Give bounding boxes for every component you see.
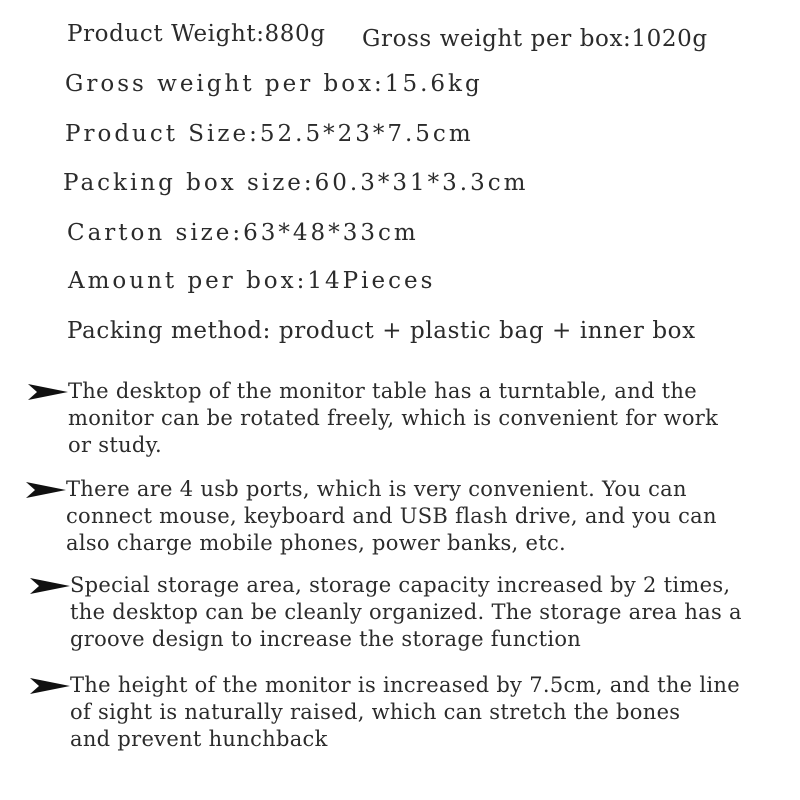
feature-storage-area: [30, 572, 800, 653]
feature-monitor-height: [30, 672, 800, 753]
arrow-bullet-icon: [28, 378, 68, 405]
carton-size: Carton size:63*48*33cm: [67, 220, 419, 246]
feature-text: Special storage area, storage capacity increased by 2 times, the desktop can be cleanly organized. The storage area has a groove design to increase the storage function: [70, 573, 742, 651]
product-weight: Product Weight:880g: [67, 21, 326, 47]
feature-turntable: [28, 378, 798, 459]
arrow-bullet-icon: [26, 476, 66, 503]
amount-per-box: Amount per box:14Pieces: [68, 268, 436, 294]
packing-method: Packing method: product + plastic bag + inner box: [67, 318, 696, 344]
arrow-bullet-icon: [30, 572, 70, 599]
product-size: Product Size:52.5*23*7.5cm: [65, 121, 474, 147]
gross-weight-per-box-15-6kg: Gross weight per box:15.6kg: [65, 71, 483, 97]
gross-weight-per-box-1020g: Gross weight per box:1020g: [362, 26, 708, 52]
arrow-bullet-icon: [30, 672, 70, 699]
packing-box-size: Packing box size:60.3*31*3.3cm: [63, 170, 529, 196]
feature-text: The desktop of the monitor table has a turntable, and the monitor can be rotated freely, which is convenient for work or study.: [68, 379, 719, 457]
feature-text: The height of the monitor is increased by 7.5cm, and the line of sight is naturally raised, which can stretch the bones and prevent hunchback: [70, 673, 740, 751]
feature-usb-ports: [26, 476, 796, 557]
feature-text: There are 4 usb ports, which is very convenient. You can connect mouse, keyboard and USB flash drive, and you can also charge mobile phones, power banks, etc.: [66, 477, 717, 555]
